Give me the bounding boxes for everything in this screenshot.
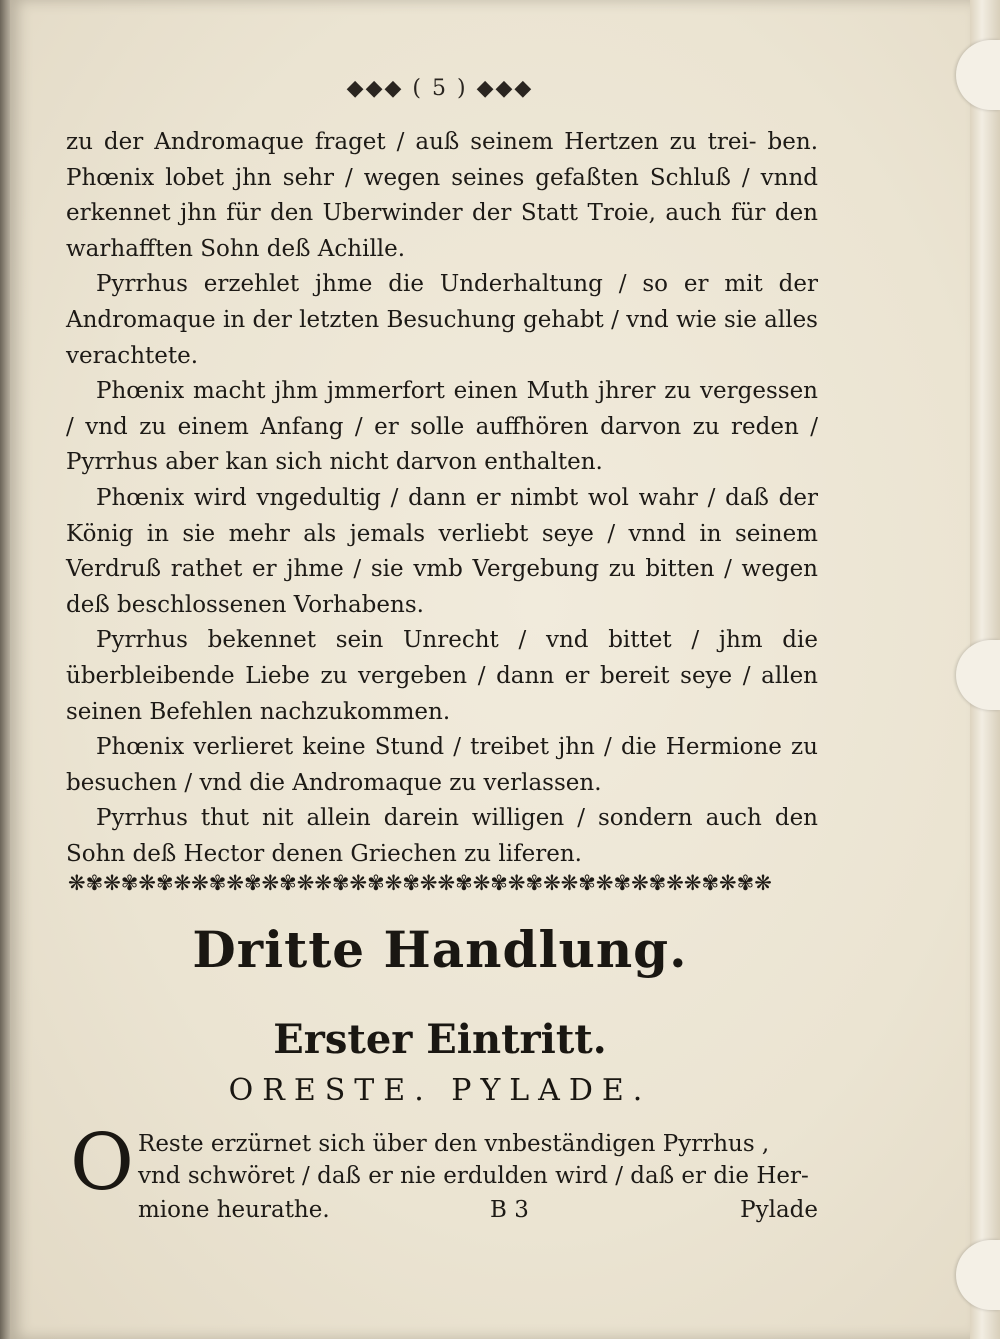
page-footer xyxy=(138,1197,818,1223)
paragraph: Pyrrhus bekennet sein Unrecht / vnd bittet / jhm die überbleibende Liebe zu vergeben / dann er bereit seye / allen seinen Befehlen nachzukommen. xyxy=(66,627,818,725)
ornament-rule: ❋✾❋✾❋✾❋❋✾❋✾❋✾❋❋✾❋✾❋✾❋❋✾❋✾❋✾❋❋✾❋✾❋✾❋❋✾❋✾❋ xyxy=(68,871,772,895)
paragraph: Pyrrhus erzehlet jhme die Underhaltung / so er mit der Andromaque in der letzten Besuchung gehabt / vnd wie sie alles verachtete. xyxy=(66,271,818,369)
drop-cap-initial: O xyxy=(70,1118,134,1208)
page-number-header: ◆◆◆ ( 5 ) ◆◆◆ xyxy=(346,76,534,101)
act-title: Dritte Handlung. xyxy=(192,920,688,979)
paragraph: Phœnix macht jhm jmmerfort einen Muth jhrer zu vergessen / vnd zu einem Anfang / er solle auffhören darvon zu reden / Pyrrhus aber kan sich nicht darvon enthalten. xyxy=(66,378,818,476)
dramatis-personae: ORESTE. PYLADE. xyxy=(228,1073,652,1108)
scene-summary xyxy=(138,1128,818,1192)
scene-title: Erster Eintritt. xyxy=(273,1016,607,1063)
page xyxy=(10,0,972,1339)
signature-mark: B 3 xyxy=(490,1197,529,1223)
paragraph: Phœnix wird vngedultig / dann er nimbt wol wahr / daß der König in sie mehr als jemals verliebt seye / vnnd in seinem Verdruß rathet er jhme / sie vmb Vergebung zu bitten / wegen deß beschlossenen Vorhabens. xyxy=(66,484,818,618)
paragraph: Phœnix verlieret keine Stund / treibet jhn / die Hermione zu besuchen / vnd die Andromaque zu verlassen. xyxy=(66,734,818,796)
paragraph: Pyrrhus thut nit allein darein willigen / sondern auch den Sohn deß Hector denen Griechen zu liferen. xyxy=(66,805,818,867)
summary-line: vnd schwöret / daß er nie erdulden wird / daß er die Her- xyxy=(138,1163,809,1189)
catchword: Pylade xyxy=(740,1197,818,1223)
summary-line-end: mione heurathe. xyxy=(138,1197,330,1223)
summary-line: Reste erzürnet sich über den vnbeständigen Pyrrhus , xyxy=(138,1131,770,1157)
summary-text xyxy=(66,125,818,872)
paragraph: zu der Andromaque fraget / auß seinem Hertzen zu trei- ben. Phœnix lobet jhn sehr / wegen seines gefaßten Schluß / vnnd erkennet jhn für den Uberwinder der Statt Troie, auch für den warhafften Sohn deß Achille. xyxy=(66,129,818,262)
